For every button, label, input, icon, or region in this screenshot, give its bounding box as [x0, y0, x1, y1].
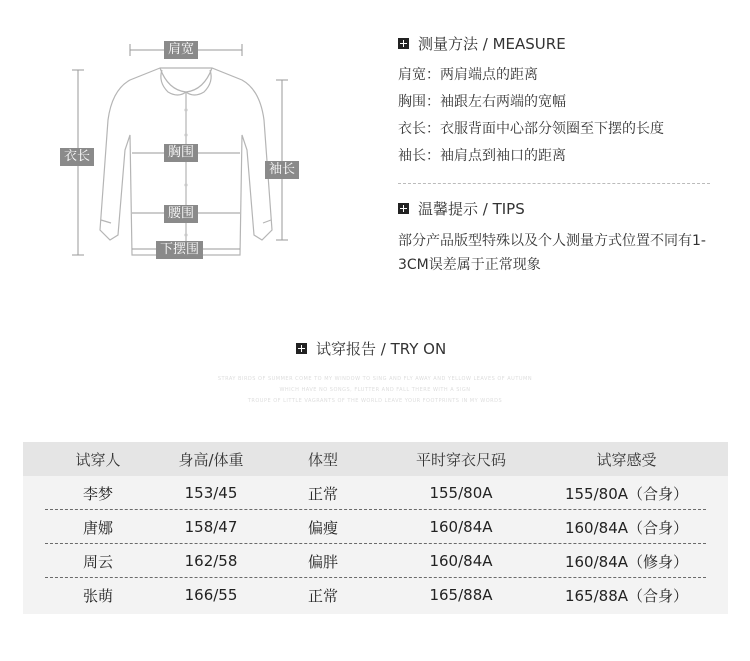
- tips-heading: [398, 198, 525, 219]
- measure-list: [398, 62, 664, 170]
- tips-title: 温馨提示 / TIPS: [418, 200, 525, 218]
- measurement-diagram: [50, 30, 350, 275]
- table-header: [23, 442, 728, 476]
- sleeve-length-label: 袖长: [265, 161, 299, 179]
- table-body: [23, 476, 728, 614]
- measure-item-sleeve: 袖长：袖肩点到袖口的距离: [398, 148, 566, 164]
- table-row: [23, 578, 728, 612]
- header-tester: 试穿人: [75, 450, 121, 469]
- measure-item-shoulder: 肩宽：两肩端点的距离: [398, 67, 538, 83]
- shoulder-width-label: 肩宽: [164, 41, 198, 59]
- cell-body-type: 正常: [307, 586, 338, 605]
- header-usual-size: 平时穿衣尺码: [415, 450, 506, 469]
- try-on-title: 试穿报告 / TRY ON: [316, 340, 447, 358]
- measure-item-chest: 胸围：袖跟左右两端的宽幅: [398, 94, 566, 110]
- cell-tester: 张萌: [82, 586, 113, 605]
- plus-square-icon: [296, 343, 307, 354]
- table-row: [23, 510, 728, 544]
- header-fit-feeling: 试穿感受: [596, 450, 657, 469]
- decorative-caption: [150, 374, 600, 407]
- cell-height-weight: 158/47: [184, 518, 238, 536]
- cell-tester: 李梦: [82, 484, 113, 503]
- body-length-label: 衣长: [60, 148, 94, 166]
- cell-height-weight: 166/55: [184, 586, 238, 604]
- cell-fit-feeling: 160/84A（修身）: [564, 552, 689, 571]
- cell-fit-feeling: 155/80A（合身）: [564, 484, 689, 503]
- plus-square-icon: [398, 203, 409, 214]
- hem-label: 下摆围: [156, 241, 203, 259]
- cell-body-type: 正常: [307, 484, 338, 503]
- measure-title: 测量方法 / MEASURE: [418, 35, 566, 53]
- tips-text: 部分产品版型特殊以及个人测量方式位置不同有1-3CM误差属于正常现象: [398, 233, 706, 273]
- cell-height-weight: 153/45: [184, 484, 238, 502]
- cell-height-weight: 162/58: [184, 552, 238, 570]
- chest-label: 胸围: [164, 144, 198, 162]
- header-height-weight: 身高/体重: [178, 450, 244, 469]
- table-row: [23, 544, 728, 578]
- cell-usual-size: 155/80A: [429, 484, 493, 502]
- cell-fit-feeling: 160/84A（合身）: [564, 518, 689, 537]
- decorative-caption-line: WHICH HAVE NO SONGS, FLUTTER AND FALL THERE WITH A SIGN: [279, 387, 471, 393]
- table-row: [23, 476, 728, 510]
- cell-tester: 周云: [82, 552, 113, 571]
- decorative-caption-line: TROUPE OF LITTLE VAGRANTS OF THE WORLD LEAVE YOUR FOOTPRINTS IN MY WORDS: [247, 398, 503, 404]
- cell-tester: 唐娜: [82, 518, 113, 537]
- measure-heading: [398, 33, 566, 54]
- shirt-outline-icon: [50, 30, 350, 275]
- cell-body-type: 偏瘦: [307, 518, 338, 537]
- try-on-table: [23, 442, 728, 614]
- cell-usual-size: 165/88A: [429, 586, 493, 604]
- plus-square-icon: [398, 38, 409, 49]
- cell-usual-size: 160/84A: [429, 552, 493, 570]
- measure-item-length: 衣长：衣服背面中心部分领圈至下摆的长度: [398, 121, 664, 137]
- cell-body-type: 偏胖: [307, 552, 338, 571]
- header-body-type: 体型: [307, 450, 338, 469]
- cell-usual-size: 160/84A: [429, 518, 493, 536]
- cell-fit-feeling: 165/88A（合身）: [564, 586, 689, 605]
- waist-label: 腰围: [164, 205, 198, 223]
- section-divider: [398, 183, 710, 184]
- try-on-heading: [296, 338, 446, 359]
- decorative-caption-line: STRAY BIRDS OF SUMMER COME TO MY WINDOW TO SING AND FLY AWAY AND YELLOW LEAVES OF AUTUMN: [217, 376, 533, 382]
